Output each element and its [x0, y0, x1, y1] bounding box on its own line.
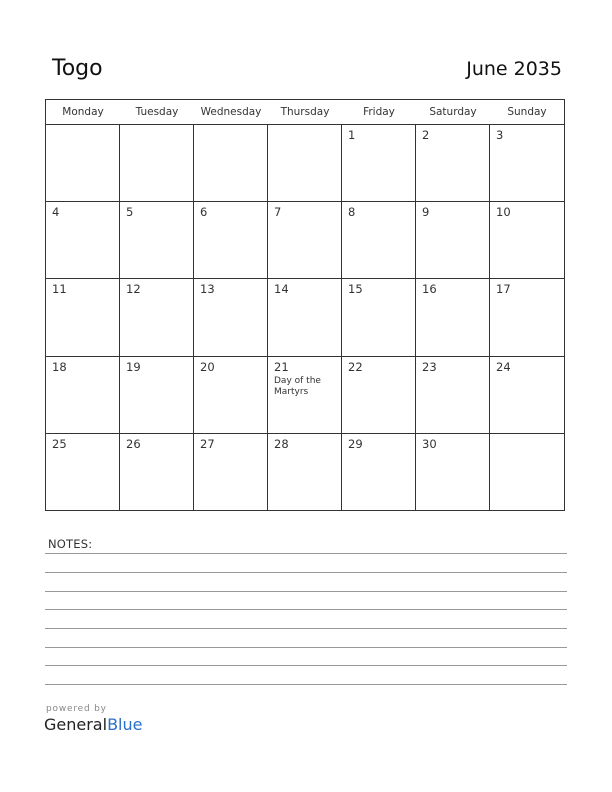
brand-name-general: General [44, 715, 108, 734]
day-cell [342, 279, 416, 356]
day-cell [120, 125, 194, 202]
day-cell [490, 434, 564, 511]
day-number: 17 [496, 282, 511, 297]
day-number: 4 [52, 205, 60, 220]
weekday-sunday: Sunday [507, 106, 547, 118]
day-cell [342, 125, 416, 202]
brand-tagline: powered by [46, 704, 107, 714]
day-number: 23 [422, 359, 437, 374]
day-number: 3 [496, 128, 504, 142]
day-cell [268, 357, 342, 434]
day-cell [342, 357, 416, 434]
day-number: 18 [52, 359, 67, 374]
day-number: 20 [200, 359, 215, 374]
day-number: 2 [422, 128, 430, 142]
day-number: 11 [52, 282, 67, 297]
day-cell [120, 357, 194, 434]
day-number: 6 [200, 205, 208, 220]
weekday-monday: Monday [62, 106, 104, 118]
note-line [45, 665, 567, 666]
day-cell [46, 434, 120, 511]
day-cell [416, 202, 490, 279]
day-cell [490, 279, 564, 356]
day-cell [194, 202, 268, 279]
day-cell [342, 434, 416, 511]
day-cell [120, 202, 194, 279]
note-line [45, 553, 567, 554]
day-cell [120, 434, 194, 511]
weekday-wednesday: Wednesday [200, 106, 262, 118]
month-year-title: June 2035 [466, 58, 562, 80]
country-title: Togo [52, 56, 103, 81]
day-cell [46, 202, 120, 279]
day-number: 26 [126, 436, 141, 451]
day-cell [416, 125, 490, 202]
day-number: 12 [126, 282, 141, 297]
day-number: 14 [274, 282, 289, 297]
day-number: 22 [348, 359, 363, 374]
day-number: 5 [126, 205, 134, 220]
weekday-friday: Friday [363, 106, 395, 118]
day-cell [342, 202, 416, 279]
day-number: 27 [200, 436, 215, 451]
day-cell [194, 357, 268, 434]
note-line [45, 628, 567, 629]
day-cell [416, 434, 490, 511]
day-number: 15 [348, 282, 363, 297]
note-line [45, 572, 567, 573]
weekday-thursday: Thursday [280, 106, 330, 118]
day-number: 13 [200, 282, 215, 297]
day-cell [46, 125, 120, 202]
day-cell [268, 434, 342, 511]
day-cell [46, 357, 120, 434]
day-cell [268, 279, 342, 356]
day-cell [490, 125, 564, 202]
day-cell [416, 279, 490, 356]
note-line [45, 684, 567, 685]
weekday-saturday: Saturday [429, 106, 477, 118]
day-cell [268, 125, 342, 202]
holiday-label: Day of the Martyrs [274, 375, 321, 397]
day-number: 28 [274, 436, 289, 451]
brand-logo [44, 704, 142, 734]
weekday-header [46, 100, 564, 125]
day-cell [268, 202, 342, 279]
weekday-tuesday: Tuesday [135, 106, 179, 118]
day-number: 21 [274, 359, 289, 374]
day-cell [490, 357, 564, 434]
note-line [45, 591, 567, 592]
day-cell [194, 125, 268, 202]
brand-name [44, 715, 142, 734]
day-number: 8 [348, 205, 356, 220]
day-number: 10 [496, 205, 511, 220]
day-number: 29 [348, 436, 363, 451]
day-number: 30 [422, 436, 437, 451]
day-cell [416, 357, 490, 434]
brand-name-blue: Blue [107, 715, 143, 734]
day-number: 16 [422, 282, 437, 297]
day-cell [490, 202, 564, 279]
day-number: 25 [52, 436, 67, 451]
day-number: 9 [422, 205, 430, 220]
note-line [45, 609, 567, 610]
day-number: 24 [496, 359, 511, 374]
calendar-grid [45, 99, 565, 511]
day-number: 19 [126, 359, 141, 374]
notes-label: NOTES: [48, 537, 93, 551]
note-line [45, 647, 567, 648]
day-cell [46, 279, 120, 356]
day-cell [194, 279, 268, 356]
day-number: 1 [348, 128, 356, 142]
day-cell [120, 279, 194, 356]
day-number: 7 [274, 205, 282, 220]
day-cell [194, 434, 268, 511]
calendar-body [46, 125, 564, 511]
